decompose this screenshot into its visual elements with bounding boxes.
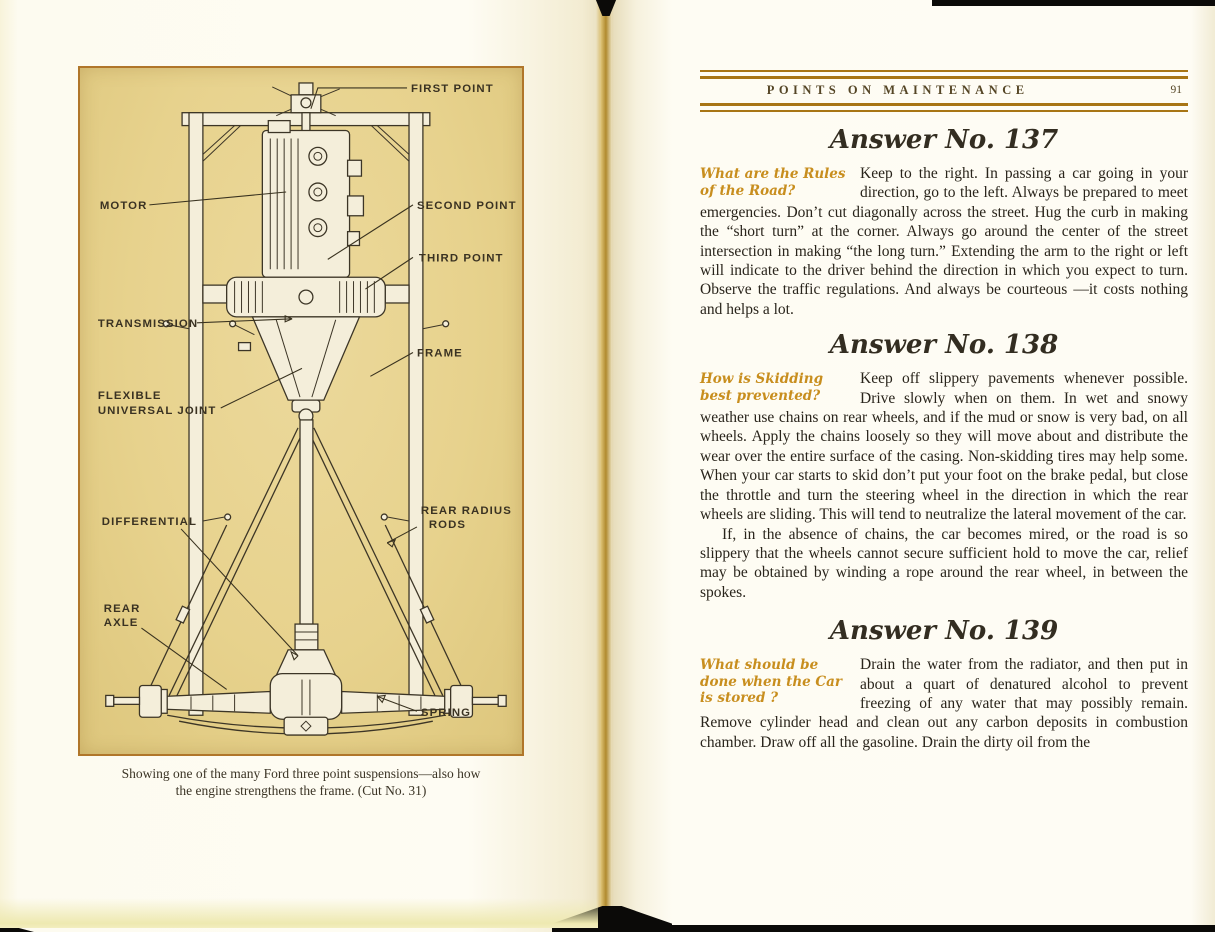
figure-caption-line2: the engine strengthens the frame. (Cut No. 31) bbox=[175, 782, 427, 798]
scan-edge-top-right bbox=[932, 0, 1215, 6]
figure-caption bbox=[64, 766, 538, 799]
suspension-diagram-plate bbox=[78, 66, 524, 756]
right-page bbox=[612, 0, 1215, 932]
answer-138-question: How is Skidding best prevented? bbox=[700, 371, 824, 404]
flywheel-housing bbox=[203, 277, 409, 317]
left-page bbox=[0, 0, 600, 932]
answer-138-heading: Answer No. 138 bbox=[829, 330, 1059, 361]
motor-block bbox=[262, 121, 363, 278]
answer-139-paragraph: Drain the water from the radiator, and then put in about a quart of denatured alcohol to prevent freezing of any water that may possibly remain. Remove cylinder head and clean out any carbon deposits in combustion chamber. Draw off all the gasoline. Drain the dirty oil from the bbox=[700, 656, 1188, 751]
spring bbox=[167, 715, 444, 735]
running-header-title: POINTS ON MAINTENANCE bbox=[766, 83, 1029, 97]
answer-137-question: What are the Rules of the Road? bbox=[700, 166, 846, 199]
answer-137-paragraph: Keep to the right. In passing a car going in your direction, go to the left. Always be prepared to meet emergencies. Don’t cut diagonally across the street. Hug the curb in making the “short turn” at the corner. Always go around the center of the street intersection in making “the long turn.” Extending the arm to the right or left will indicate to the driver behind the direction in which you expect to turn. Observe the traffic regulations. And always be courteous —it costs nothing and helps a lot. bbox=[700, 165, 1188, 318]
page-bottom-tint bbox=[0, 898, 598, 928]
scan-edge-bottom-right bbox=[660, 925, 1215, 932]
label-first-point: FIRST POINT bbox=[411, 82, 494, 95]
answer-138-paragraph-2: If, in the absence of chains, the car becomes mired, or the road is so slippery that the wheels cannot secure sufficient hold to move the car, relief may be obtained by winding a rope around the rear wheel, in between the spokes. bbox=[700, 525, 1188, 601]
figure-caption-line1: Showing one of the many Ford three point suspensions—also how bbox=[121, 766, 481, 781]
label-rear-line1: REAR bbox=[103, 603, 141, 616]
label-motor: MOTOR bbox=[99, 199, 148, 212]
answer-137-heading: Answer No. 137 bbox=[829, 125, 1059, 155]
transmission-housing bbox=[230, 317, 360, 400]
label-third-point: THIRD POINT bbox=[418, 252, 504, 265]
label-transmission: TRANSMISSION bbox=[97, 317, 199, 330]
answer-139-question: What should be done when the Car is stored ? bbox=[700, 657, 843, 707]
answer-138-paragraph-1: Keep off slippery pavements whenever possible. Drive slowly when on them. In wet and snowy weather use chains on rear wheels, and if the mud or snow is very bad, on all wheels. Apply the chains loosely so they will move about and distribute the wear over the entire surface of the casing. Non-skidding tires may help some. When your car starts to skid don’t put your foot on the brake pedal, but close the throttle and turn the steering wheel in the direction in which the rear wheels are sliding. This will tend to neutralize the lateral movement of the car. bbox=[700, 370, 1188, 524]
label-spring: SPRING bbox=[420, 707, 472, 720]
universal-joint-and-driveshaft bbox=[276, 400, 335, 676]
answer-138-body bbox=[700, 369, 1188, 602]
page-number: 91 bbox=[1170, 84, 1182, 96]
answer-137-body bbox=[700, 164, 1188, 319]
right-page-content bbox=[700, 70, 1188, 752]
running-header bbox=[700, 70, 1188, 112]
header-rule-bottom bbox=[700, 103, 1188, 112]
label-flexible-line2: UNIVERSAL JOINT bbox=[97, 404, 217, 417]
label-rear-line2: AXLE bbox=[103, 617, 139, 630]
label-radius-line2: RODS bbox=[428, 518, 467, 531]
label-second-point: SECOND POINT bbox=[416, 199, 517, 212]
header-rule-top bbox=[700, 70, 1188, 79]
label-frame: FRAME bbox=[416, 347, 463, 360]
answer-139-heading: Answer No. 139 bbox=[829, 616, 1059, 647]
book-spine bbox=[596, 0, 614, 932]
label-radius-line1: REAR RADIUS bbox=[420, 505, 512, 518]
answer-139-body bbox=[700, 655, 1188, 752]
label-flexible-line1: FLEXIBLE bbox=[97, 390, 162, 403]
label-differential: DIFFERENTIAL bbox=[101, 515, 198, 528]
suspension-diagram bbox=[80, 68, 522, 754]
